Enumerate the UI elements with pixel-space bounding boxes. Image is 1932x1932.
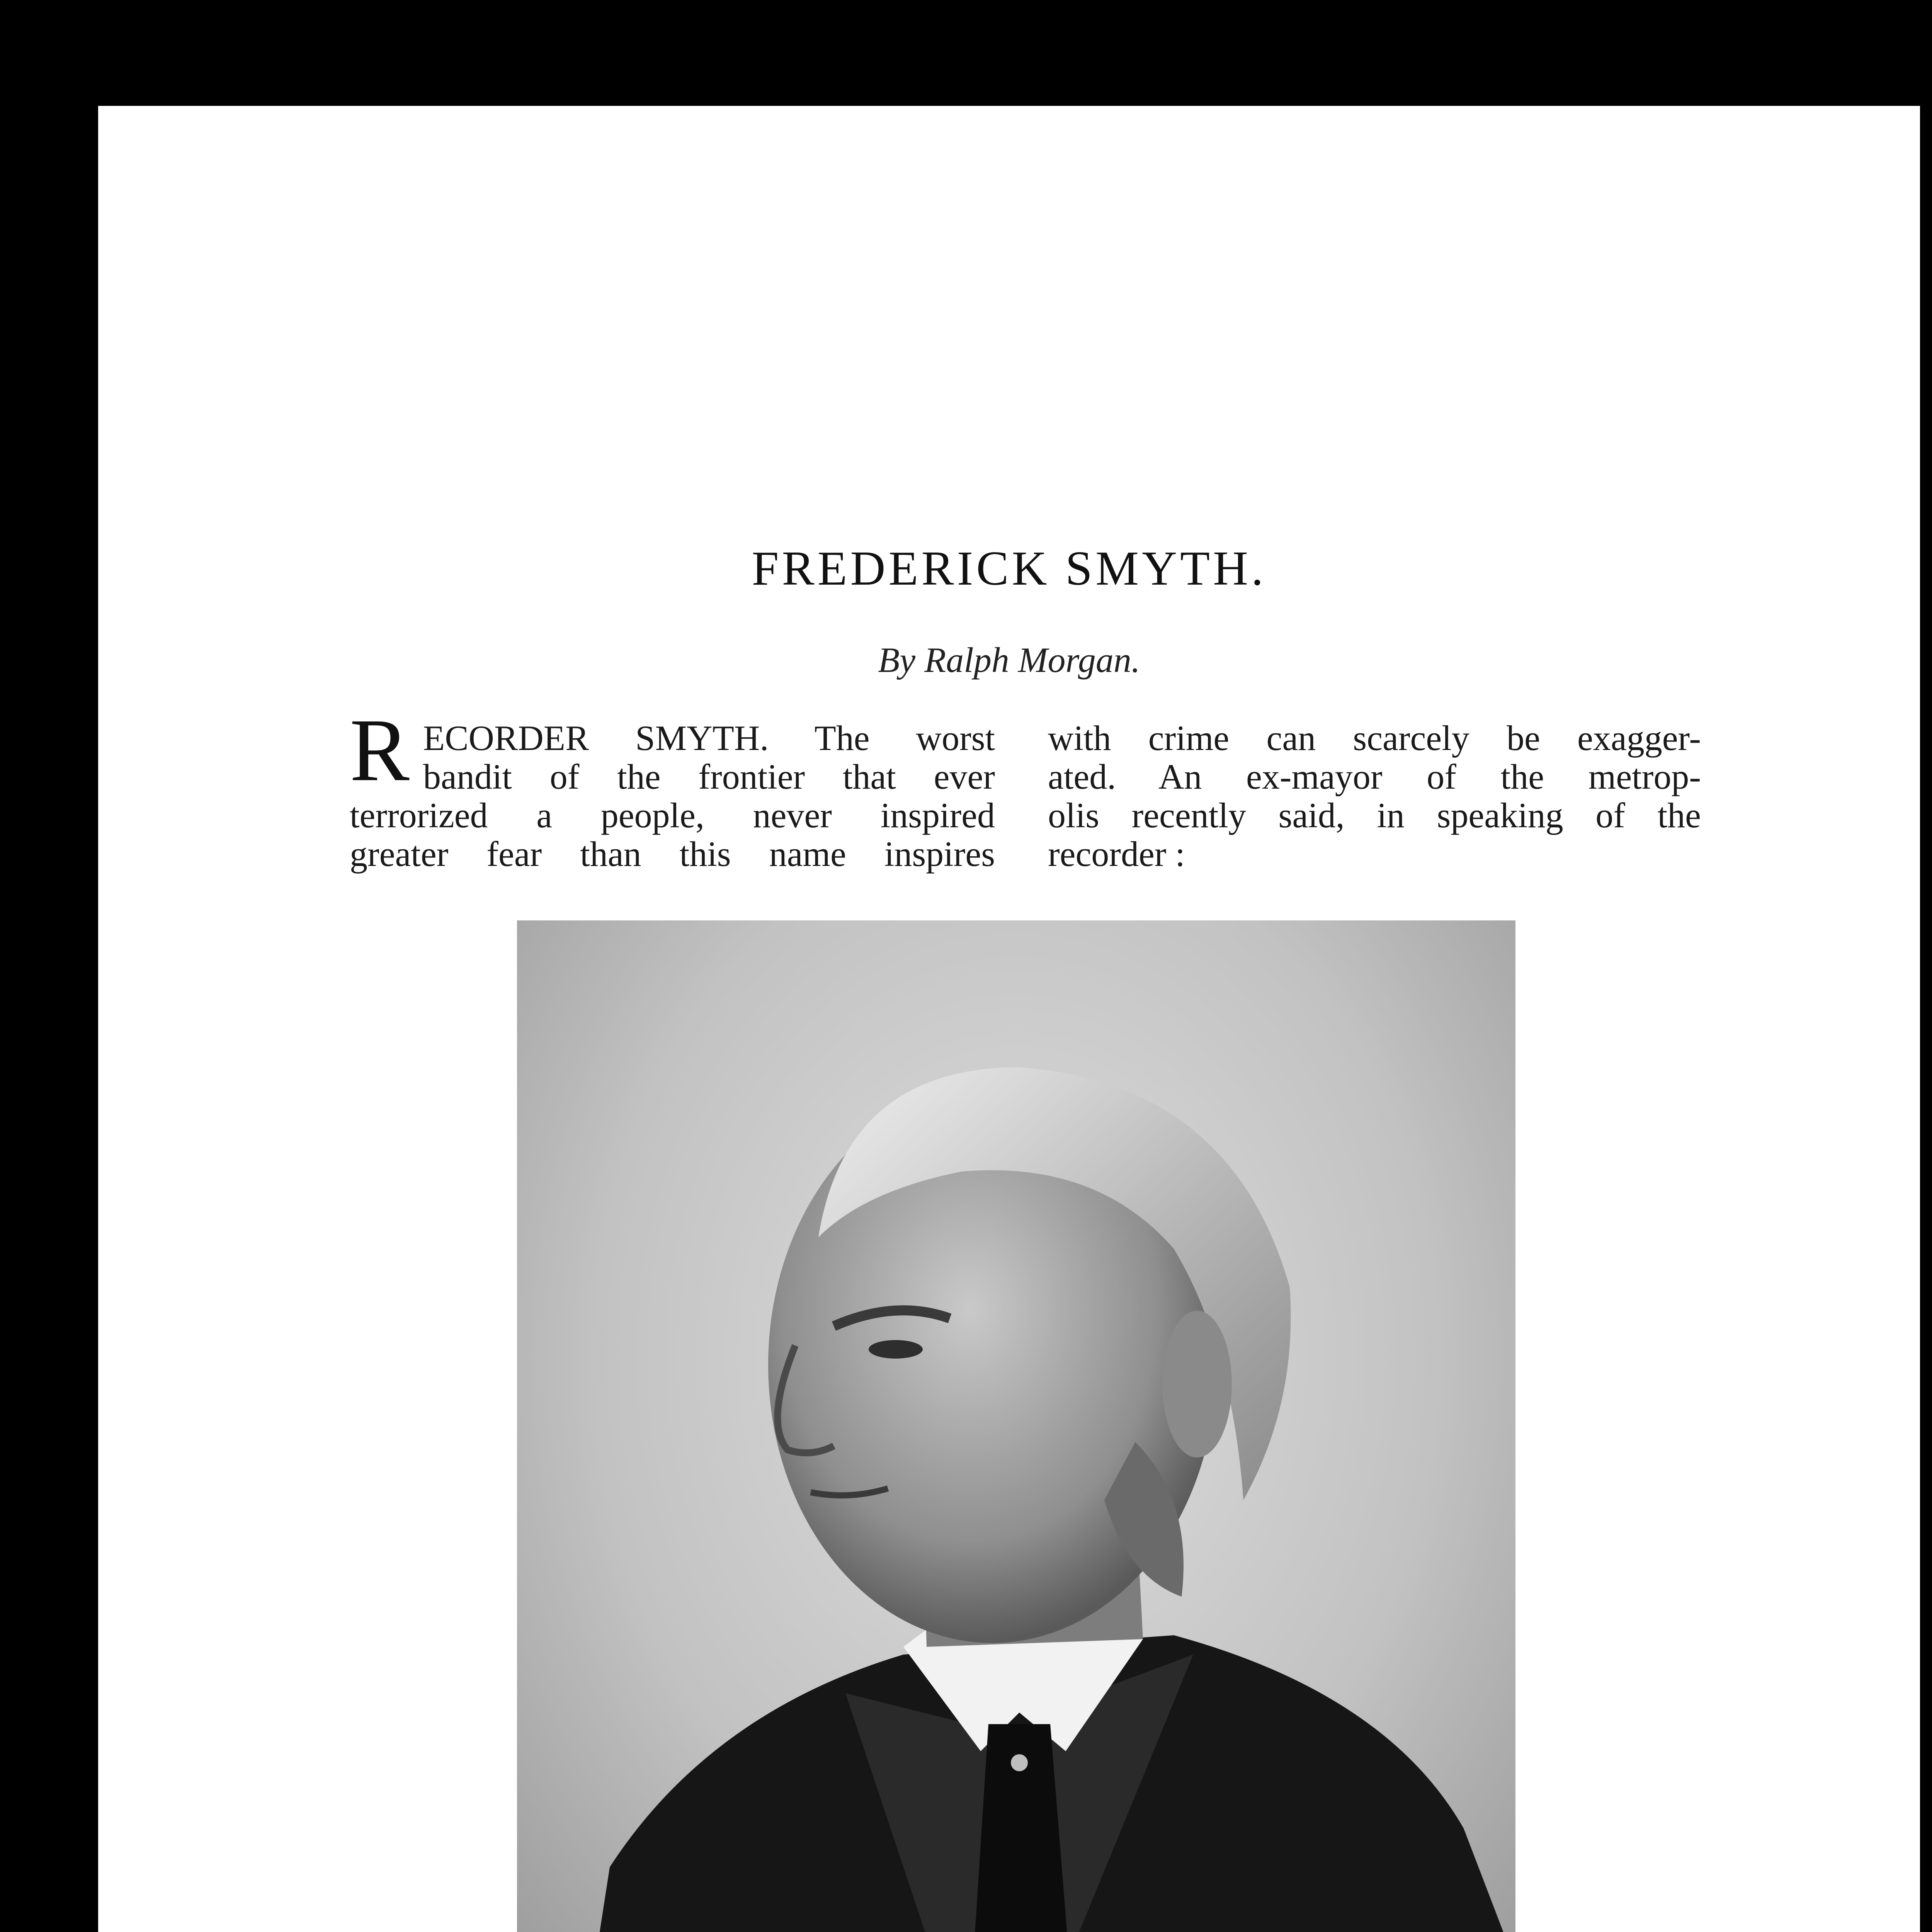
- drop-cap: R: [350, 701, 410, 800]
- page-edge-shadow: [1926, 106, 1932, 1932]
- text-line: recorder :: [1048, 834, 1185, 874]
- text-line: ated. An ex-mayor of the metrop-: [1048, 757, 1701, 796]
- text-line: olis recently said, in speaking of the: [1048, 796, 1701, 835]
- text-line: terrorized a people, never inspired: [350, 796, 995, 835]
- article-title: FREDERICK SMYTH.: [752, 542, 1267, 595]
- column-left-top: [350, 701, 995, 874]
- text-line: bandit of the frontier that ever: [423, 757, 995, 796]
- text-line: greater fear than this name inspires: [350, 834, 995, 874]
- text-line: with crime can scarcely be exagger-: [1048, 718, 1701, 758]
- column-right-top: [1048, 719, 1701, 873]
- article-byline: By Ralph Morgan.: [878, 640, 1140, 680]
- portrait-photo: [517, 920, 1515, 1932]
- text-line: ECORDER SMYTH. The worst: [423, 718, 995, 758]
- portrait-illustration: [517, 920, 1515, 1932]
